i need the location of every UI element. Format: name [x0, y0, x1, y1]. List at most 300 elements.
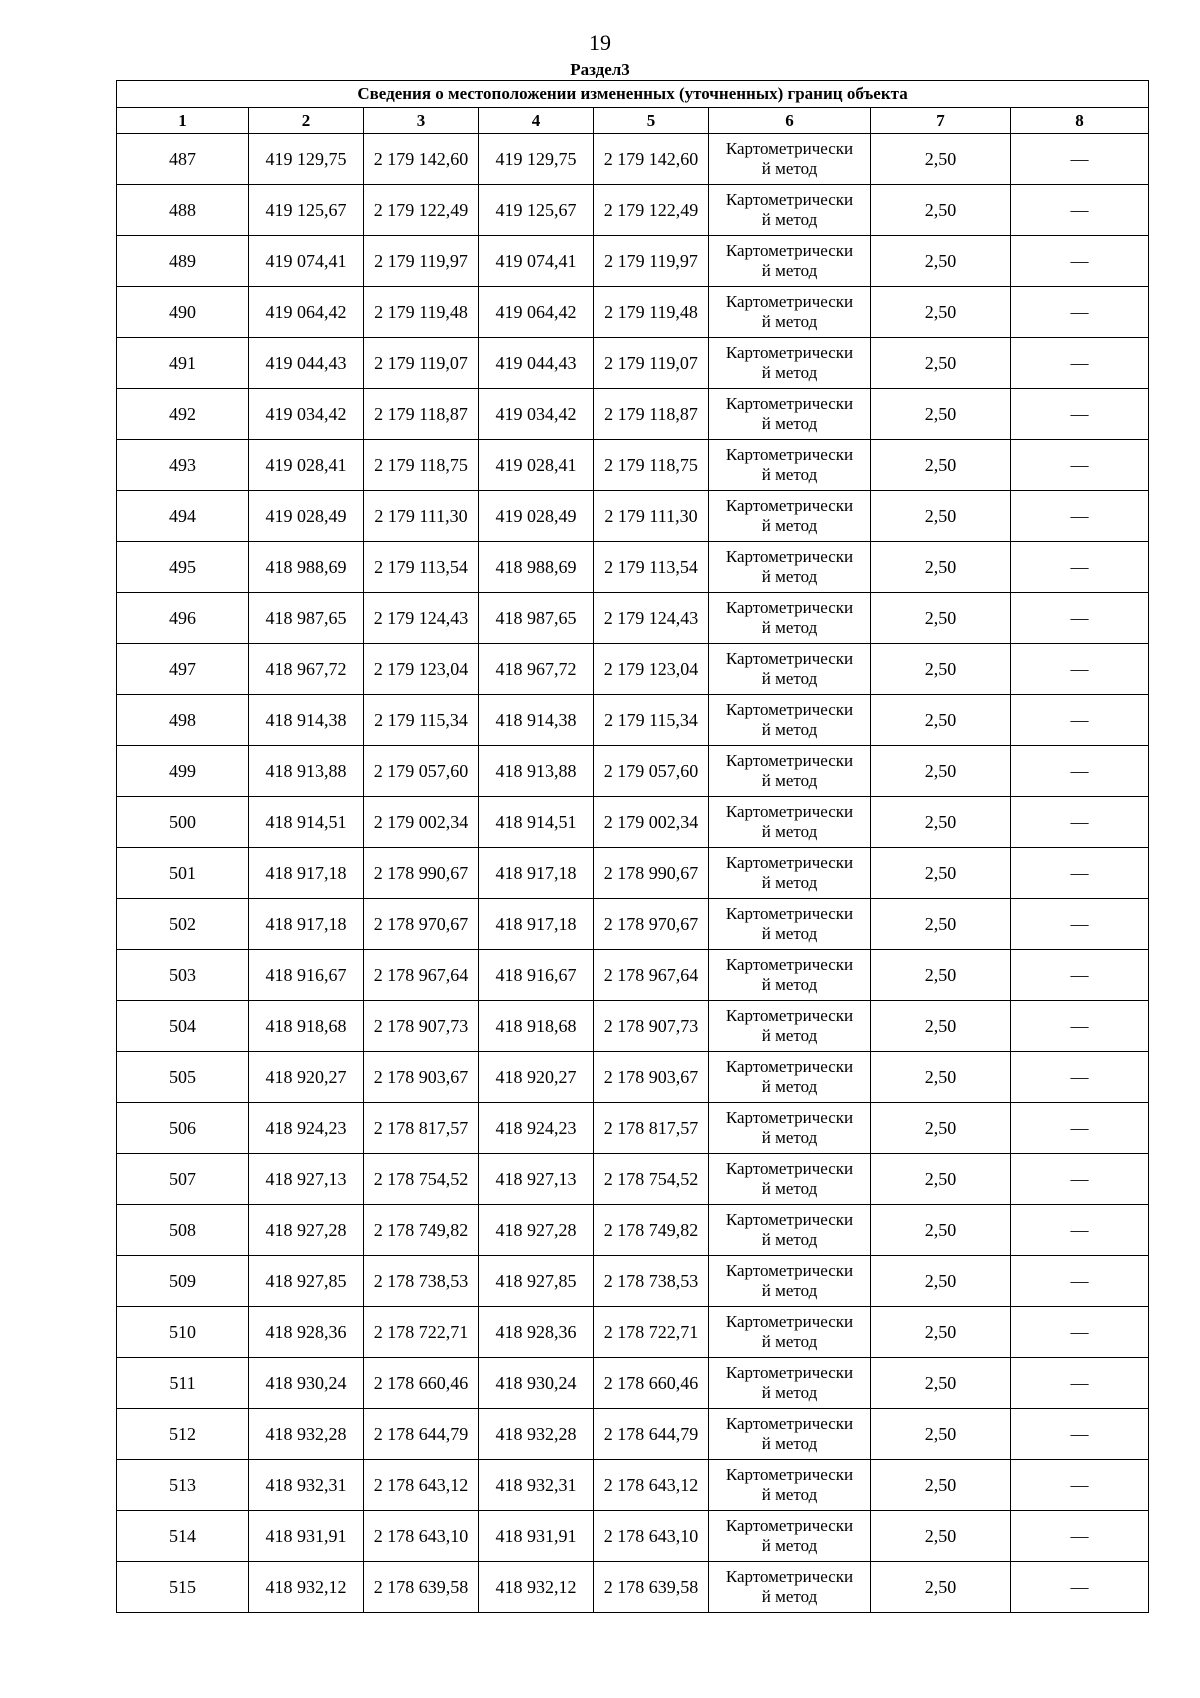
point-number-cell: 498 [117, 695, 249, 746]
x-coordinate-cell: 418 917,18 [479, 899, 594, 950]
method-text-line: Картометрически [725, 802, 854, 821]
accuracy-cell: 2,50 [871, 338, 1011, 389]
description-cell: — [1011, 848, 1149, 899]
method-text-line: й метод [761, 1383, 818, 1402]
method-text-line: й метод [761, 822, 818, 841]
x-coordinate-cell: 418 931,91 [249, 1511, 364, 1562]
y-coordinate-cell: 2 178 643,10 [594, 1511, 709, 1562]
description-cell: — [1011, 593, 1149, 644]
y-coordinate-cell: 2 178 903,67 [594, 1052, 709, 1103]
method-text-line: й метод [761, 1077, 818, 1096]
x-coordinate-cell: 418 927,85 [249, 1256, 364, 1307]
table-row [117, 1307, 1149, 1358]
method-cell [709, 1052, 871, 1103]
y-coordinate-cell: 2 179 142,60 [594, 134, 709, 185]
point-number-cell: 507 [117, 1154, 249, 1205]
description-cell: — [1011, 287, 1149, 338]
method-cell [709, 134, 871, 185]
method-cell [709, 1460, 871, 1511]
method-text-line: й метод [761, 1179, 818, 1198]
method-text-line: Картометрически [725, 1108, 854, 1127]
column-header: 3 [364, 108, 479, 134]
table-row [117, 695, 1149, 746]
description-cell: — [1011, 797, 1149, 848]
boundary-coordinates-table [116, 80, 1149, 1613]
column-header: 7 [871, 108, 1011, 134]
y-coordinate-cell: 2 179 118,87 [364, 389, 479, 440]
description-cell: — [1011, 1562, 1149, 1613]
x-coordinate-cell: 418 927,28 [479, 1205, 594, 1256]
method-text-line: й метод [761, 975, 818, 994]
accuracy-cell: 2,50 [871, 1001, 1011, 1052]
x-coordinate-cell: 418 927,13 [479, 1154, 594, 1205]
method-cell [709, 593, 871, 644]
point-number-cell: 499 [117, 746, 249, 797]
y-coordinate-cell: 2 178 722,71 [364, 1307, 479, 1358]
y-coordinate-cell: 2 178 738,53 [364, 1256, 479, 1307]
y-coordinate-cell: 2 178 990,67 [594, 848, 709, 899]
method-cell [709, 389, 871, 440]
table-row [117, 1052, 1149, 1103]
y-coordinate-cell: 2 178 722,71 [594, 1307, 709, 1358]
method-cell [709, 542, 871, 593]
table-row [117, 1358, 1149, 1409]
y-coordinate-cell: 2 179 115,34 [594, 695, 709, 746]
x-coordinate-cell: 419 034,42 [479, 389, 594, 440]
x-coordinate-cell: 418 914,38 [249, 695, 364, 746]
x-coordinate-cell: 419 129,75 [479, 134, 594, 185]
method-text-line: й метод [761, 1587, 818, 1606]
y-coordinate-cell: 2 178 738,53 [594, 1256, 709, 1307]
table-row [117, 236, 1149, 287]
table-row [117, 644, 1149, 695]
table-row [117, 1154, 1149, 1205]
x-coordinate-cell: 419 028,41 [479, 440, 594, 491]
y-coordinate-cell: 2 179 142,60 [364, 134, 479, 185]
x-coordinate-cell: 418 924,23 [479, 1103, 594, 1154]
x-coordinate-cell: 418 967,72 [479, 644, 594, 695]
accuracy-cell: 2,50 [871, 695, 1011, 746]
y-coordinate-cell: 2 179 119,07 [594, 338, 709, 389]
method-text-line: й метод [761, 1281, 818, 1300]
y-coordinate-cell: 2 179 057,60 [364, 746, 479, 797]
method-text-line: Картометрически [725, 904, 854, 923]
x-coordinate-cell: 418 987,65 [249, 593, 364, 644]
method-text-line: Картометрически [725, 292, 854, 311]
y-coordinate-cell: 2 178 990,67 [364, 848, 479, 899]
description-cell: — [1011, 1409, 1149, 1460]
x-coordinate-cell: 419 028,41 [249, 440, 364, 491]
accuracy-cell: 2,50 [871, 1256, 1011, 1307]
method-cell [709, 1103, 871, 1154]
point-number-cell: 502 [117, 899, 249, 950]
table-row [117, 134, 1149, 185]
y-coordinate-cell: 2 179 002,34 [364, 797, 479, 848]
description-cell: — [1011, 389, 1149, 440]
method-cell [709, 440, 871, 491]
column-header: 5 [594, 108, 709, 134]
table-row [117, 950, 1149, 1001]
y-coordinate-cell: 2 178 970,67 [364, 899, 479, 950]
method-cell [709, 746, 871, 797]
x-coordinate-cell: 418 932,12 [249, 1562, 364, 1613]
description-cell: — [1011, 185, 1149, 236]
y-coordinate-cell: 2 179 111,30 [594, 491, 709, 542]
accuracy-cell: 2,50 [871, 389, 1011, 440]
accuracy-cell: 2,50 [871, 746, 1011, 797]
y-coordinate-cell: 2 179 123,04 [594, 644, 709, 695]
point-number-cell: 506 [117, 1103, 249, 1154]
y-coordinate-cell: 2 179 111,30 [364, 491, 479, 542]
method-text-line: Картометрически [725, 241, 854, 260]
method-text-line: Картометрически [725, 496, 854, 515]
description-cell: — [1011, 1052, 1149, 1103]
y-coordinate-cell: 2 178 643,10 [364, 1511, 479, 1562]
point-number-cell: 491 [117, 338, 249, 389]
x-coordinate-cell: 418 913,88 [479, 746, 594, 797]
method-text-line: Картометрически [725, 190, 854, 209]
x-coordinate-cell: 419 028,49 [249, 491, 364, 542]
x-coordinate-cell: 418 924,23 [249, 1103, 364, 1154]
point-number-cell: 513 [117, 1460, 249, 1511]
table-row [117, 1511, 1149, 1562]
accuracy-cell: 2,50 [871, 593, 1011, 644]
y-coordinate-cell: 2 179 115,34 [364, 695, 479, 746]
description-cell: — [1011, 1358, 1149, 1409]
description-cell: — [1011, 134, 1149, 185]
method-text-line: Картометрически [725, 751, 854, 770]
accuracy-cell: 2,50 [871, 899, 1011, 950]
method-text-line: й метод [761, 159, 818, 178]
method-cell [709, 236, 871, 287]
x-coordinate-cell: 419 064,42 [479, 287, 594, 338]
description-cell: — [1011, 1307, 1149, 1358]
table-row [117, 185, 1149, 236]
method-text-line: Картометрически [725, 547, 854, 566]
description-cell: — [1011, 899, 1149, 950]
method-text-line: й метод [761, 1026, 818, 1045]
description-cell: — [1011, 950, 1149, 1001]
x-coordinate-cell: 418 932,28 [479, 1409, 594, 1460]
table-row [117, 542, 1149, 593]
method-text-line: й метод [761, 618, 818, 637]
y-coordinate-cell: 2 178 817,57 [594, 1103, 709, 1154]
method-cell [709, 899, 871, 950]
method-text-line: й метод [761, 1536, 818, 1555]
accuracy-cell: 2,50 [871, 1460, 1011, 1511]
section-title: Раздел3 [570, 60, 630, 79]
method-text-line: й метод [761, 1230, 818, 1249]
method-text-line: Картометрически [725, 1465, 854, 1484]
y-coordinate-cell: 2 178 643,12 [594, 1460, 709, 1511]
method-text-line: й метод [761, 924, 818, 943]
y-coordinate-cell: 2 178 754,52 [594, 1154, 709, 1205]
method-text-line: й метод [761, 1485, 818, 1504]
column-header: 4 [479, 108, 594, 134]
method-text-line: й метод [761, 1128, 818, 1147]
y-coordinate-cell: 2 178 967,64 [594, 950, 709, 1001]
y-coordinate-cell: 2 178 817,57 [364, 1103, 479, 1154]
y-coordinate-cell: 2 179 118,75 [594, 440, 709, 491]
table-row [117, 848, 1149, 899]
description-cell: — [1011, 695, 1149, 746]
method-text-line: й метод [761, 210, 818, 229]
accuracy-cell: 2,50 [871, 134, 1011, 185]
y-coordinate-cell: 2 179 119,07 [364, 338, 479, 389]
x-coordinate-cell: 418 917,18 [249, 848, 364, 899]
method-text-line: Картометрически [725, 649, 854, 668]
y-coordinate-cell: 2 179 123,04 [364, 644, 479, 695]
method-text-line: Картометрически [725, 1363, 854, 1382]
x-coordinate-cell: 418 916,67 [249, 950, 364, 1001]
method-cell [709, 644, 871, 695]
accuracy-cell: 2,50 [871, 797, 1011, 848]
y-coordinate-cell: 2 178 639,58 [594, 1562, 709, 1613]
point-number-cell: 492 [117, 389, 249, 440]
table-row [117, 797, 1149, 848]
y-coordinate-cell: 2 178 907,73 [364, 1001, 479, 1052]
description-cell: — [1011, 1205, 1149, 1256]
table-row [117, 593, 1149, 644]
x-coordinate-cell: 418 988,69 [479, 542, 594, 593]
y-coordinate-cell: 2 179 113,54 [594, 542, 709, 593]
x-coordinate-cell: 418 932,28 [249, 1409, 364, 1460]
description-cell: — [1011, 1511, 1149, 1562]
method-cell [709, 1256, 871, 1307]
method-text-line: й метод [761, 873, 818, 892]
y-coordinate-cell: 2 179 118,75 [364, 440, 479, 491]
y-coordinate-cell: 2 179 124,43 [594, 593, 709, 644]
point-number-cell: 490 [117, 287, 249, 338]
table-row [117, 1409, 1149, 1460]
x-coordinate-cell: 419 129,75 [249, 134, 364, 185]
method-cell [709, 1154, 871, 1205]
point-number-cell: 503 [117, 950, 249, 1001]
table-row [117, 287, 1149, 338]
table-row [117, 1103, 1149, 1154]
x-coordinate-cell: 418 928,36 [479, 1307, 594, 1358]
description-cell: — [1011, 1001, 1149, 1052]
accuracy-cell: 2,50 [871, 1562, 1011, 1613]
table-row [117, 1256, 1149, 1307]
method-text-line: й метод [761, 414, 818, 433]
y-coordinate-cell: 2 178 749,82 [594, 1205, 709, 1256]
point-number-cell: 501 [117, 848, 249, 899]
point-number-cell: 493 [117, 440, 249, 491]
point-number-cell: 500 [117, 797, 249, 848]
y-coordinate-cell: 2 178 644,79 [364, 1409, 479, 1460]
method-text-line: Картометрически [725, 1159, 854, 1178]
method-cell [709, 848, 871, 899]
y-coordinate-cell: 2 178 639,58 [364, 1562, 479, 1613]
y-coordinate-cell: 2 178 643,12 [364, 1460, 479, 1511]
x-coordinate-cell: 418 927,85 [479, 1256, 594, 1307]
y-coordinate-cell: 2 178 644,79 [594, 1409, 709, 1460]
method-text-line: Картометрически [725, 1210, 854, 1229]
accuracy-cell: 2,50 [871, 491, 1011, 542]
y-coordinate-cell: 2 178 967,64 [364, 950, 479, 1001]
x-coordinate-cell: 419 044,43 [249, 338, 364, 389]
point-number-cell: 494 [117, 491, 249, 542]
description-cell: — [1011, 1154, 1149, 1205]
point-number-cell: 510 [117, 1307, 249, 1358]
x-coordinate-cell: 418 917,18 [249, 899, 364, 950]
column-header: 2 [249, 108, 364, 134]
x-coordinate-cell: 418 920,27 [479, 1052, 594, 1103]
accuracy-cell: 2,50 [871, 644, 1011, 695]
method-text-line: Картометрически [725, 343, 854, 362]
point-number-cell: 487 [117, 134, 249, 185]
method-text-line: Картометрически [725, 1261, 854, 1280]
method-cell [709, 338, 871, 389]
method-cell [709, 1562, 871, 1613]
point-number-cell: 504 [117, 1001, 249, 1052]
y-coordinate-cell: 2 179 119,97 [364, 236, 479, 287]
description-cell: — [1011, 440, 1149, 491]
y-coordinate-cell: 2 179 119,48 [364, 287, 479, 338]
x-coordinate-cell: 418 932,12 [479, 1562, 594, 1613]
point-number-cell: 488 [117, 185, 249, 236]
x-coordinate-cell: 419 125,67 [479, 185, 594, 236]
table-row [117, 491, 1149, 542]
accuracy-cell: 2,50 [871, 1409, 1011, 1460]
x-coordinate-cell: 418 916,67 [479, 950, 594, 1001]
point-number-cell: 509 [117, 1256, 249, 1307]
x-coordinate-cell: 418 967,72 [249, 644, 364, 695]
x-coordinate-cell: 419 125,67 [249, 185, 364, 236]
point-number-cell: 514 [117, 1511, 249, 1562]
description-cell: — [1011, 491, 1149, 542]
x-coordinate-cell: 419 074,41 [249, 236, 364, 287]
x-coordinate-cell: 418 930,24 [249, 1358, 364, 1409]
point-number-cell: 511 [117, 1358, 249, 1409]
method-text-line: Картометрически [725, 1057, 854, 1076]
accuracy-cell: 2,50 [871, 848, 1011, 899]
accuracy-cell: 2,50 [871, 185, 1011, 236]
x-coordinate-cell: 418 987,65 [479, 593, 594, 644]
method-cell [709, 1307, 871, 1358]
page-number: 19 [589, 30, 611, 55]
table-row [117, 1562, 1149, 1613]
accuracy-cell: 2,50 [871, 1307, 1011, 1358]
table-row [117, 338, 1149, 389]
method-text-line: Картометрически [725, 1516, 854, 1535]
method-text-line: Картометрически [725, 853, 854, 872]
point-number-cell: 497 [117, 644, 249, 695]
table-row [117, 440, 1149, 491]
method-cell [709, 185, 871, 236]
x-coordinate-cell: 418 920,27 [249, 1052, 364, 1103]
method-text-line: й метод [761, 567, 818, 586]
description-cell: — [1011, 1256, 1149, 1307]
accuracy-cell: 2,50 [871, 287, 1011, 338]
description-cell: — [1011, 746, 1149, 797]
y-coordinate-cell: 2 178 660,46 [594, 1358, 709, 1409]
method-cell [709, 695, 871, 746]
method-text-line: й метод [761, 261, 818, 280]
method-text-line: Картометрически [725, 1414, 854, 1433]
x-coordinate-cell: 419 044,43 [479, 338, 594, 389]
method-text-line: й метод [761, 669, 818, 688]
y-coordinate-cell: 2 178 754,52 [364, 1154, 479, 1205]
method-text-line: Картометрически [725, 1567, 854, 1586]
y-coordinate-cell: 2 179 119,97 [594, 236, 709, 287]
description-cell: — [1011, 542, 1149, 593]
x-coordinate-cell: 418 914,51 [249, 797, 364, 848]
accuracy-cell: 2,50 [871, 1103, 1011, 1154]
x-coordinate-cell: 418 913,88 [249, 746, 364, 797]
method-text-line: Картометрически [725, 598, 854, 617]
x-coordinate-cell: 418 928,36 [249, 1307, 364, 1358]
method-text-line: й метод [761, 312, 818, 331]
description-cell: — [1011, 1103, 1149, 1154]
method-cell [709, 1511, 871, 1562]
method-cell [709, 1205, 871, 1256]
y-coordinate-cell: 2 178 907,73 [594, 1001, 709, 1052]
y-coordinate-cell: 2 178 903,67 [364, 1052, 479, 1103]
method-text-line: Картометрически [725, 955, 854, 974]
method-text-line: й метод [761, 720, 818, 739]
method-text-line: Картометрически [725, 1006, 854, 1025]
y-coordinate-cell: 2 178 749,82 [364, 1205, 479, 1256]
table-body [117, 134, 1149, 1613]
method-text-line: й метод [761, 1332, 818, 1351]
method-text-line: й метод [761, 363, 818, 382]
x-coordinate-cell: 419 074,41 [479, 236, 594, 287]
table-row [117, 389, 1149, 440]
x-coordinate-cell: 418 988,69 [249, 542, 364, 593]
table-row [117, 1205, 1149, 1256]
description-cell: — [1011, 236, 1149, 287]
y-coordinate-cell: 2 178 660,46 [364, 1358, 479, 1409]
table-row [117, 746, 1149, 797]
method-cell [709, 491, 871, 542]
method-cell [709, 797, 871, 848]
accuracy-cell: 2,50 [871, 1154, 1011, 1205]
description-cell: — [1011, 644, 1149, 695]
method-text-line: й метод [761, 771, 818, 790]
description-cell: — [1011, 338, 1149, 389]
description-cell: — [1011, 1460, 1149, 1511]
table-row [117, 1460, 1149, 1511]
method-cell [709, 950, 871, 1001]
y-coordinate-cell: 2 179 119,48 [594, 287, 709, 338]
column-header: 6 [709, 108, 871, 134]
point-number-cell: 512 [117, 1409, 249, 1460]
table-row [117, 1001, 1149, 1052]
method-cell [709, 1001, 871, 1052]
point-number-cell: 495 [117, 542, 249, 593]
method-cell [709, 1358, 871, 1409]
method-text-line: Картометрически [725, 445, 854, 464]
y-coordinate-cell: 2 179 057,60 [594, 746, 709, 797]
y-coordinate-cell: 2 179 002,34 [594, 797, 709, 848]
point-number-cell: 508 [117, 1205, 249, 1256]
method-cell [709, 287, 871, 338]
y-coordinate-cell: 2 179 118,87 [594, 389, 709, 440]
y-coordinate-cell: 2 179 113,54 [364, 542, 479, 593]
x-coordinate-cell: 418 917,18 [479, 848, 594, 899]
method-text-line: Картометрически [725, 1312, 854, 1331]
accuracy-cell: 2,50 [871, 1052, 1011, 1103]
x-coordinate-cell: 419 028,49 [479, 491, 594, 542]
x-coordinate-cell: 418 918,68 [249, 1001, 364, 1052]
y-coordinate-cell: 2 179 124,43 [364, 593, 479, 644]
column-header: 8 [1011, 108, 1149, 134]
column-header: 1 [117, 108, 249, 134]
x-coordinate-cell: 418 932,31 [249, 1460, 364, 1511]
x-coordinate-cell: 418 932,31 [479, 1460, 594, 1511]
